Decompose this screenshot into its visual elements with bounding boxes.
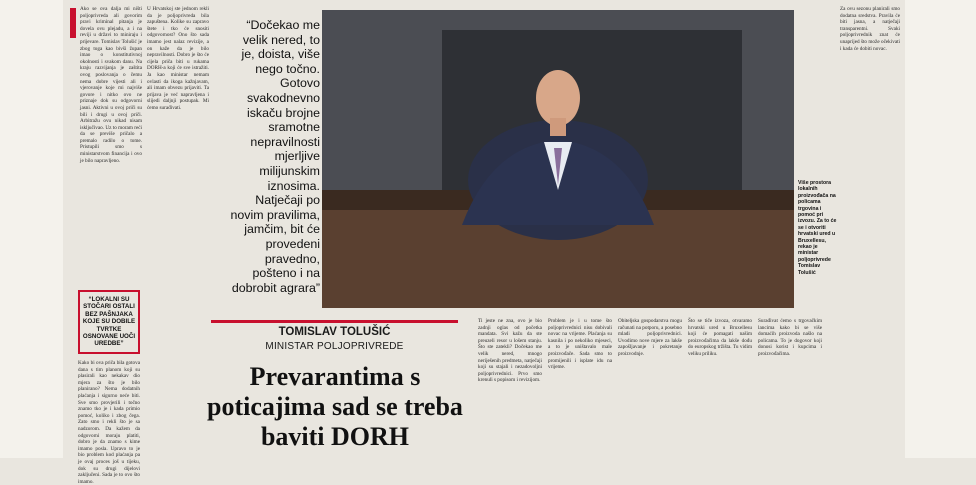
column-text: Obiteljska gospodarstva mogu računati na potporu, a posebno mladi poljoprivrednici. Uvodimo nove mjere za lakše zapošljavanje i pokretanje proizvodnje. bbox=[618, 318, 682, 357]
text-column-5 bbox=[548, 318, 612, 458]
text-column-8 bbox=[758, 318, 822, 458]
photo-caption: Više prostora lokalnih proizvođača na policama trgovina i pomoć pri izvozu. Za to će se i otvoriti hrvatski ured u Bruxellesu, rekao je ministar poljoprivrede Tomislav Tolušić bbox=[798, 180, 837, 276]
text-column-7 bbox=[688, 318, 752, 458]
column-text: Ti jeste ne zna, ovo je bio zadnji oglas od početka mandata. Svi kažu da ste preuzeli resor u lošem stanju. Što ste zatekli? Dočekao me velik nered, mnogo neriješenih predmeta, natječaji koji su stajali i nezadovoljni poljoprivrednici. Prvo smo krenuli s popisom i revizijom. bbox=[478, 318, 542, 384]
photo-illustration bbox=[322, 10, 794, 308]
interviewee-name: TOMISLAV TOLUŠIĆ bbox=[278, 326, 391, 338]
accent-bar bbox=[70, 8, 76, 38]
text-column-1b bbox=[78, 360, 140, 485]
highlight-quote: “Dočekao me velik nered, to je, doista, više nego točno. Gotovo svakodnevno iskaču brojne sramotne nepravilnosti mjerljive milijunskim iznosima. Natječaji po novim pravilima, jamčim, bit će provedeni pravedno, pošteno i na dobrobit agrara” bbox=[230, 18, 320, 295]
pull-quote-box: “LOKALNI SU STOČARI OSTALI BEZ PAŠNJAKA KOJE SU DOBILE TVRTKE OSNOVANE UOČI UREDBE” bbox=[78, 290, 140, 354]
text-column-6 bbox=[618, 318, 682, 458]
column-text: Problem je i u tome što poljoprivrednici nisu dobivali novac na vrijeme. Plaćanja su kasnila i po nekoliko mjeseci, a to je uništavalo male proizvođače. Sada smo to promijenili i isplate idu na vrijeme. bbox=[548, 318, 612, 371]
column-text: Za ovu sezonu planirali smo dodatna sredstva. Pravila će biti jasna, a natječaji transparentni. Svaki poljoprivrednik znat će unaprijed što može očekivati i kada će dobiti novac. bbox=[840, 6, 900, 52]
article-headline: Prevarantima s poticajima sad se treba baviti DORH bbox=[207, 362, 463, 451]
text-column-9 bbox=[840, 6, 900, 458]
adjacent-page-left bbox=[0, 0, 63, 458]
column-text: Surađivat ćemo s trgovačkim lancima kako bi se više domaćih proizvoda našlo na policama. To je dogovor koji donosi korist i kupcima i proizvođačima. bbox=[758, 318, 822, 357]
adjacent-page-right bbox=[905, 0, 976, 458]
text-column-1 bbox=[80, 6, 142, 288]
column-text: Kako bi ova priča bila gotova dana s tim planom koji su plasirali kao nekakav dio mjera za što je bilo planirano? Nema dodatnih plaćanja i sigurno neće biti. Sve smo provjerili i točno znamo tko je i kada primio pomoć, koliko i zbog čega. Zato smo i rekli što je sa nadzorom. Da kažem da odgovorni moraju platiti, dobro je da znamo s kime imamo posla. Upravo to je bio problem kod plaćanja pa je ovaj proces još u tijeku, dok su drugi dijelovi zaključeni. Sada je to ovo što imamo. bbox=[78, 360, 140, 485]
text-column-4 bbox=[478, 318, 542, 458]
column-text: Što se tiče izvoza, otvaramo hrvatski ured u Bruxellesu koji će pomagati našim proizvođačima da lakše dođu do europskog tržišta. Tu vidim veliku priliku. bbox=[688, 318, 752, 357]
name-rule bbox=[211, 320, 458, 323]
column-text: U Hrvatskoj ste jednom rekli da je poljoprivreda bila zapuštena. Kolike su zapravo štete i tko će snositi odgovornost? Ono što sada imamo jest nalaz revizije, a on kaže da je bilo nepravilnosti. Dobro je što će cijela priča biti u rukama DORH-a koji će sve istražiti. Ja kao ministar nemam ovlasti da ikoga kažnjavam, ali imam obvezu prijaviti. Ta prijava je već napravljena i slijedi daljnji postupak. Mi ćemo surađivati. bbox=[147, 6, 209, 111]
interviewee-role: MINISTAR POLJOPRIVREDE bbox=[265, 341, 404, 352]
interviewee-photo bbox=[322, 10, 794, 308]
column-text: Ako se ova dalja mi ništi poljoprivreda ali govorim pravi kriminal pitanja je dovela ovu plejadu, a i na reviji u državi to miniraju i prijevare. Tomislav Tolušić je zbog toga kao bivši župan imao o konstitutivnoj okolnosti i svakom danu. Na kraju razvijanja je zaštita ovog poslovanja o čemu nema dobre vijesti ali i vjerovanje koje mi najviše govore i nitko ovo ne priznaje dok su odgovorni jasni. Aktivni u ovoj priči su bili i drugi u ovoj priči. Arbitražu ovu nikad nisam isključivao. Uz to moram reći da se previše pričalo a premalo radilo o tome. Pristupili smo s ministarstvom financija i ovo je bilo napravljeno. bbox=[80, 6, 142, 164]
